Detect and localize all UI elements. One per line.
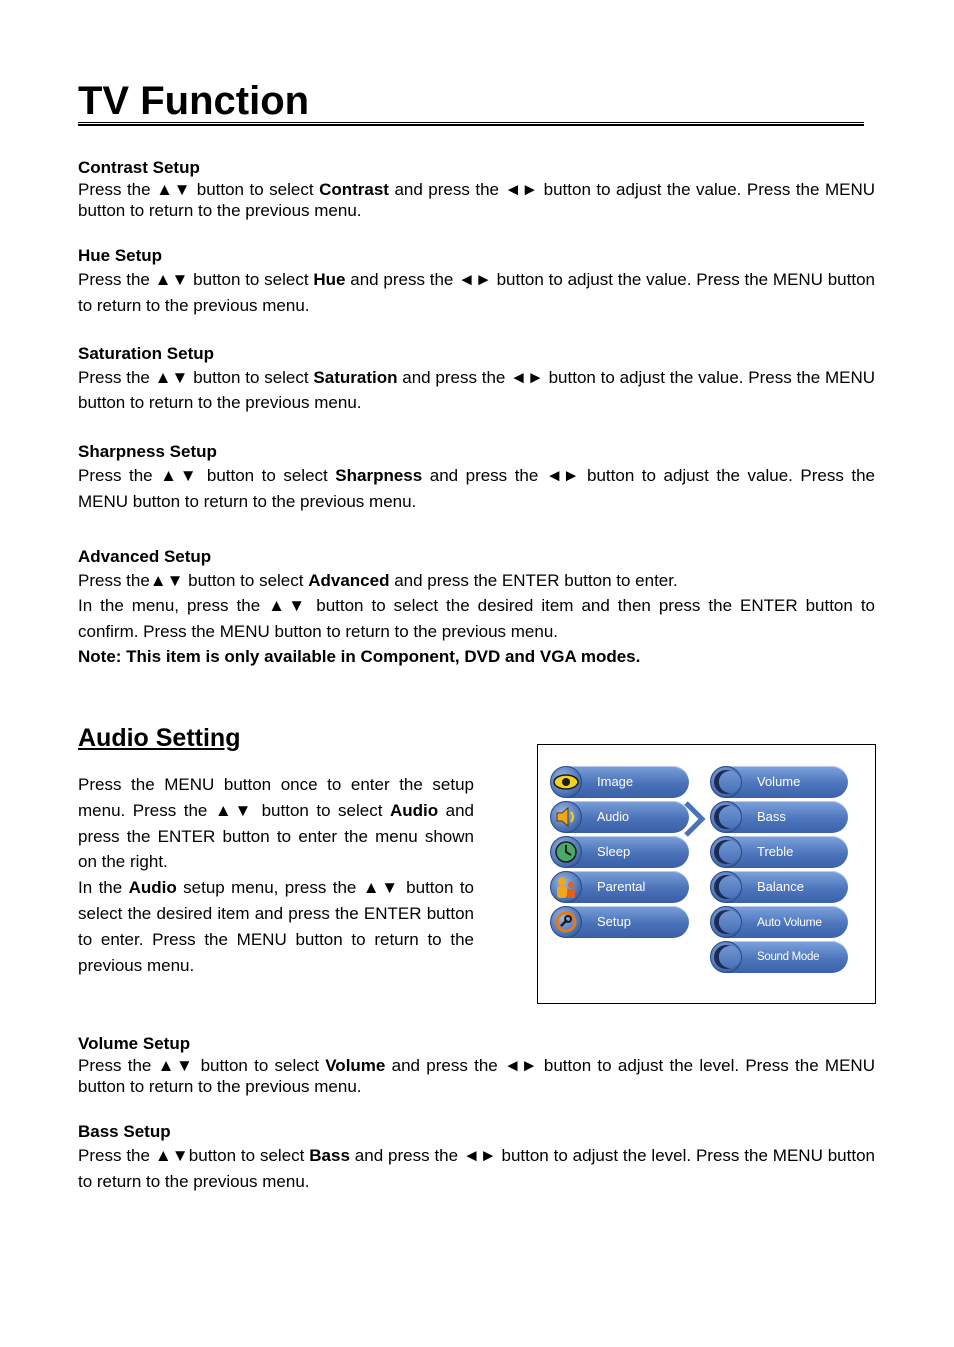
moon-icon	[710, 836, 742, 868]
main-menu-label: Image	[597, 774, 634, 789]
bass-setup-text: Press the ▲▼button to select Bass and press the ◄► button to adjust the level. Press the MENU button to return to the previous menu.	[78, 1146, 875, 1191]
main-menu-label: Sleep	[597, 844, 631, 859]
main-menu-label: Audio	[597, 810, 629, 824]
contrast-setup-title: Contrast Setup	[78, 158, 200, 177]
sharpness-setup-title: Sharpness Setup	[78, 442, 217, 461]
hue-setup-text: Press the ▲▼ button to select Hue and press the ◄► button to adjust the value. Press the MENU button to return to the previous menu.	[78, 270, 875, 315]
audio-menu-illustration	[537, 744, 876, 1004]
moon-icon	[710, 906, 742, 938]
contrast-setup-section	[78, 157, 875, 221]
moon-icon	[710, 941, 742, 973]
sub-menu-label: Sound Mode	[757, 951, 820, 963]
advanced-setup-text-1: Press the▲▼ button to select Advanced and press the ENTER button to enter.	[78, 571, 678, 590]
bass-setup-title: Bass Setup	[78, 1122, 171, 1141]
setup-icon	[550, 906, 582, 938]
hue-setup-title: Hue Setup	[78, 246, 163, 265]
saturation-setup-section	[78, 343, 875, 415]
contrast-setup-text: Press the ▲▼ button to select Contrast and press the ◄► button to adjust the value. Press the MENU button to return to the previous menu.	[78, 180, 875, 220]
page-title: TV Function	[78, 78, 864, 126]
moon-icon	[710, 801, 742, 833]
sharpness-setup-section	[78, 441, 875, 515]
volume-setup-section	[78, 1033, 875, 1097]
saturation-setup-text: Press the ▲▼ button to select Saturation and press the ◄► button to adjust the value. Press the MENU button to return to the previous menu.	[78, 368, 876, 412]
eye-icon	[550, 766, 582, 798]
main-menu-label: Parental	[597, 879, 646, 894]
sub-menu-label: Auto Volume	[757, 915, 822, 929]
sub-menu-label: Volume	[757, 774, 801, 789]
chevron-right-icon	[684, 801, 708, 837]
sub-menu-item-bass	[726, 801, 848, 833]
main-menu-label: Setup	[597, 914, 631, 929]
bass-setup-section	[78, 1121, 875, 1195]
hue-setup-section	[78, 245, 875, 319]
volume-setup-text: Press the ▲▼ button to select Volume and press the ◄► button to adjust the level. Press the MENU button to return to the previous menu.	[78, 1056, 875, 1096]
sharpness-setup-text: Press the ▲▼ button to select Sharpness and press the ◄► button to adjust the value. Press the MENU button to return to the previous menu.	[78, 466, 876, 511]
advanced-setup-text-2: In the menu, press the ▲▼ button to select the desired item and then press the ENTER button to confirm. Press the MENU button to return to the previous menu.	[78, 596, 875, 641]
audio-setting-text-2: In the Audio setup menu, press the ▲▼ button to select the desired item and press the ENTER button to enter. Press the MENU button to return to the previous menu.	[78, 878, 474, 975]
family-icon	[550, 871, 582, 903]
advanced-setup-title: Advanced Setup	[78, 547, 212, 566]
audio-setting-text-1: Press the MENU button once to enter the setup menu. Press the ▲▼ button to select Audio and press the ENTER button to enter the menu shown on the right.	[78, 775, 474, 872]
audio-setting-heading: Audio Setting	[78, 724, 241, 752]
audio-setting-description	[78, 772, 474, 978]
saturation-setup-title: Saturation Setup	[78, 344, 215, 363]
title-underline	[78, 122, 864, 123]
volume-setup-title: Volume Setup	[78, 1034, 191, 1053]
speaker-icon	[550, 801, 582, 833]
moon-icon	[710, 766, 742, 798]
clock-icon	[550, 836, 582, 868]
sub-menu-label: Balance	[757, 879, 804, 894]
moon-icon	[710, 871, 742, 903]
advanced-setup-note: Note: This item is only available in Component, DVD and VGA modes.	[78, 647, 641, 666]
advanced-setup-section	[78, 546, 875, 669]
sub-menu-label: Treble	[757, 844, 794, 859]
sub-menu-label: Bass	[757, 809, 786, 824]
